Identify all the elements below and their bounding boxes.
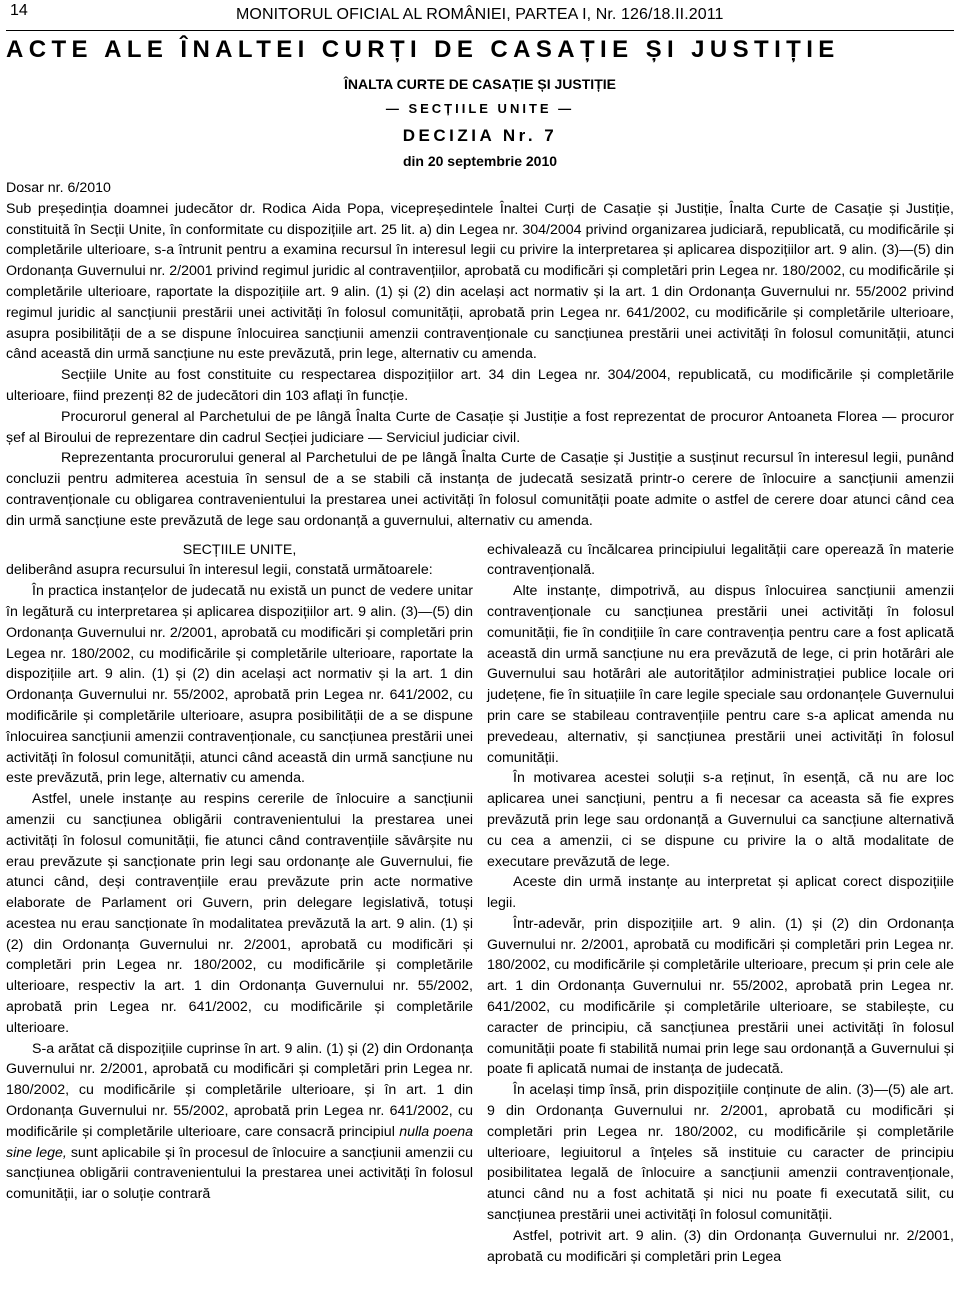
page-header <box>6 0 954 31</box>
left-paragraph-2: Astfel, unele instanțe au respins cererile de înlocuire a sancțiunii amenzii cu sancțiunea obligării contravenientului la prestarea unei activități în folosul comunității, fie atunci când contravențiile săvârșite nu erau prevăzute și sancționate prin legi sau ordonanțe ale Guvernului, fie atunci când, deși contravențiile erau prevăzute prin acte normative elaborate de Parlament ori Guvern, prin delegare legislativă, totuși acestea nu erau sancționate în modalitatea prevăzută la art. 9 alin. (1) și (2) din Ordonanța Guvernului nr. 2/2001, aprobată cu modificări și completări prin Legea nr. 180/2002, cu modificările și completările ulterioare, respectiv la art. 1 din Ordonanța Guvernului nr. 55/2002, aprobată prin Legea nr. 641/2002, cu modificările și completările ulterioare. <box>6 791 473 1036</box>
right-column <box>487 540 954 1268</box>
intro-paragraph: deliberând asupra recursului în interesul legii, constată următoarele: <box>6 562 433 579</box>
left-paragraph-3-b: sunt aplicabile și în procesul de înlocuire a sancțiunii amenzii cu sancțiunea obligării contravenientului la prestarea unei activități în folosul comunității, iar o soluție contrară <box>6 1144 473 1203</box>
publication-title: MONITORUL OFICIAL AL ROMÂNIEI, PARTEA I, Nr. 126/18.II.2011 <box>236 6 724 23</box>
page-number: 14 <box>10 2 28 19</box>
latin-principle: nulla poena sine lege, <box>6 1123 473 1161</box>
section-title: ACTE ALE ÎNALTEI CURȚI DE CASAȚIE ȘI JUSTIȚIE <box>6 36 840 63</box>
right-paragraph-3: Aceste din urmă instanțe au interpretat și aplicat corect dispozițiile legii. <box>487 874 954 912</box>
decision-date: din 20 septembrie 2010 <box>402 153 558 169</box>
two-column-body <box>6 540 954 1268</box>
paragraph-representative: Reprezentanta procurorului general al Parchetului de pe lângă Înalta Curte de Casație și Justiție a susținut recursul în interesul legii, punând concluzii pentru admiterea acestuia în sensul de a se stabili că instanța de judecată sesizată printr-o cerere de înlocuire a sancțiunii amenzii contravenționale cu obligarea contravenientului la prestarea unei activități în folosul comunității poate admite o astfel de cerere doar atunci când cea din urmă sancțiune este prevăzută de lege sau ordonanță a guvernului, alternativ cu amenda. <box>6 450 954 529</box>
right-paragraph-2: În motivarea acestei soluții s-a reținut, în esență, că nu are loc aplicarea unei sancțiuni, pentru a fi necesar ca aceasta să fie expres prevăzută prin lege sau ordonanță a Guvernului ca sancțiune alternativă cu cea a amenzii, ci se dispune cu privire la o altă modalitate de executare prevăzută de lege. <box>487 770 954 870</box>
column-heading: SECȚIILE UNITE, <box>182 541 297 558</box>
right-paragraph-0: echivalează cu încălcarea principiului legalității care operează în materie contravențională. <box>487 541 954 579</box>
court-name: ÎNALTA CURTE DE CASAȚIE ȘI JUSTIȚIE <box>344 76 616 92</box>
decision-title: DECIZIA Nr. 7 <box>402 126 558 145</box>
right-paragraph-4: Într-adevăr, prin dispozițiile art. 9 alin. (1) și (2) din Ordonanța Guvernului nr. 2/2001, aprobată cu modificări și completări prin Legea nr. 180/2002, cu modificările și completările ulterioare, precum și prin cele ale art. 1 din Ordonanța Guvernului nr. 55/2002, aprobată prin Legea nr. 641/2002, cu modificările și completările ulterioare, se stabilește, cu caracter de principiu, că sancțiunea prestării unei activități în folosul comunității poate fi stabilită numai prin lege sau ordonanță a Guvernului și poate fi aplicată numai de instanța de judecată. <box>487 915 954 1078</box>
right-paragraph-6: Astfel, potrivit art. 9 alin. (3) din Ordonanța Guvernului nr. 2/2001, aprobată cu modificări și completări prin Legea <box>487 1227 954 1265</box>
left-paragraph-3 <box>6 1039 473 1205</box>
left-paragraph-3-a: S-a arătat că dispozițiile cuprinse în art. 9 alin. (1) și (2) din Ordonanța Guvernului nr. 2/2001, aprobată cu modificări și completări prin Legea nr. 180/2002, cu modificările și completările ulterioare, și în art. 1 din Ordonanța Guvernului nr. 55/2002, aprobată prin Legea nr. 641/2002, cu modificările și completările ulterioare, care consacră principiul <box>6 1040 473 1140</box>
paragraph-constitution: Secțiile Unite au fost constituite cu respectarea dispozițiilor art. 34 din Legea nr. 304/2004, republicată, cu modificările și completările ulterioare, fiind prezenți 82 de judecători din 103 aflați în funcție. <box>6 367 954 404</box>
left-column <box>6 540 473 1268</box>
paragraph-prosecutor: Procurorul general al Parchetului de pe lângă Înalta Curte de Casație și Justiție a fost reprezentat de procuror Antoaneta Florea — procuror șef al Biroului de reprezentare din cadrul Secției judiciare — Serviciul judiciar civil. <box>6 408 954 446</box>
sections-label: — SECȚIILE UNITE — <box>385 101 575 116</box>
full-width-text <box>6 178 954 532</box>
right-paragraph-5: În același timp însă, prin dispozițiile conținute de alin. (3)—(5) ale art. 9 din Ordonanța Guvernului nr. 2/2001, aprobată cu modificări și completări prin Legea nr. 180/2002, cu modificările și completările ulterioare, legiuitorul a înțeles să instituie cu caracter de principiu posibilitatea legală de înlocuire a sancțiunii amenzii contravenționale, atunci când nu a fost achitată și nici nu poate fi executată silit, cu sancțiunea prestării unei activități în folosul comunității. <box>487 1082 954 1224</box>
file-number: Dosar nr. 6/2010 <box>6 180 111 196</box>
paragraph-presidency: Sub președinția doamnei judecător dr. Rodica Aida Popa, vicepreședintele Înaltei Curți de Casație și Justiție, Înalta Curte de Casație și Justiție, constituită în Secții Unite, în conformitate cu dispozițiile art. 25 lit. a) din Legea nr. 304/2004 privind organizarea judiciară, republicată, cu modificările și completările ulterioare, s-a întrunit pentru a examina recursul în interesul legii cu privire la interpretarea și aplicarea dispozițiilor art. 9 alin. (3)—(5) din Ordonanța Guvernului nr. 2/2001 privind regimul juridic al contravențiilor, aprobată cu modificări și completări prin Legea nr. 180/2002, cu modificările și completările ulterioare, raportate la dispozițiile art. 9 alin. (1) și (2) din același act normativ și la art. 1 din Ordonanța Guvernului nr. 55/2002 privind regimul juridic al sancțiunii prestării unei activități în folosul comunității, aprobată prin Legea nr. 641/2002, cu modificările și completările ulterioare, asupra posibilității de a se dispune înlocuirea sancțiunii amenzii contravenționale cu sancțiunea prestării unei activități în folosul comunității, atunci când această din urmă sancțiune nu este prevăzută, prin lege, alternativ cu amenda. <box>6 200 954 363</box>
left-paragraph-1: În practica instanțelor de judecată nu există un punct de vedere unitar în legătură cu interpretarea și aplicarea dispozițiilor art. 9 alin. (3)—(5) din Ordonanța Guvernului nr. 2/2001, aprobată cu modificări și completări prin Legea nr. 180/2002, cu modificările și completările ulterioare, raportate la dispozițiile art. 9 alin. (1) și (2) din același act normativ și la art. 1 din Ordonanța Guvernului nr. 55/2002, aprobată prin Legea nr. 641/2002, cu modificările și completările ulterioare, asupra posibilității de a se dispune înlocuirea sancțiunii amenzii contravenționale, cu sancțiunea prestării unei activități în folosul comunității, atunci când această din urmă sancțiune nu este prevăzută, prin lege, alternativ cu amenda. <box>6 583 473 787</box>
right-paragraph-1: Alte instanțe, dimpotrivă, au dispus înlocuirea sancțiunii amenzii contravenționale cu sancțiunea prestării unei activități în folosul comunității, fie în condițiile în care contravenția pentru care a fost aplicată această din urmă sancțiune nu era prevăzută de lege, ci prin hotărâri ale Guvernului sau hotărâri ale autorităților administrației publice locale ori județene, fie în situațiile în care legile speciale sau ordonanțele Guvernului prin care se stabileau contravențiile pentru care s-a aplicat amenda nu prevedeau, alternativ, și sancțiunea prestării unei activități în folosul comunității. <box>487 583 954 766</box>
